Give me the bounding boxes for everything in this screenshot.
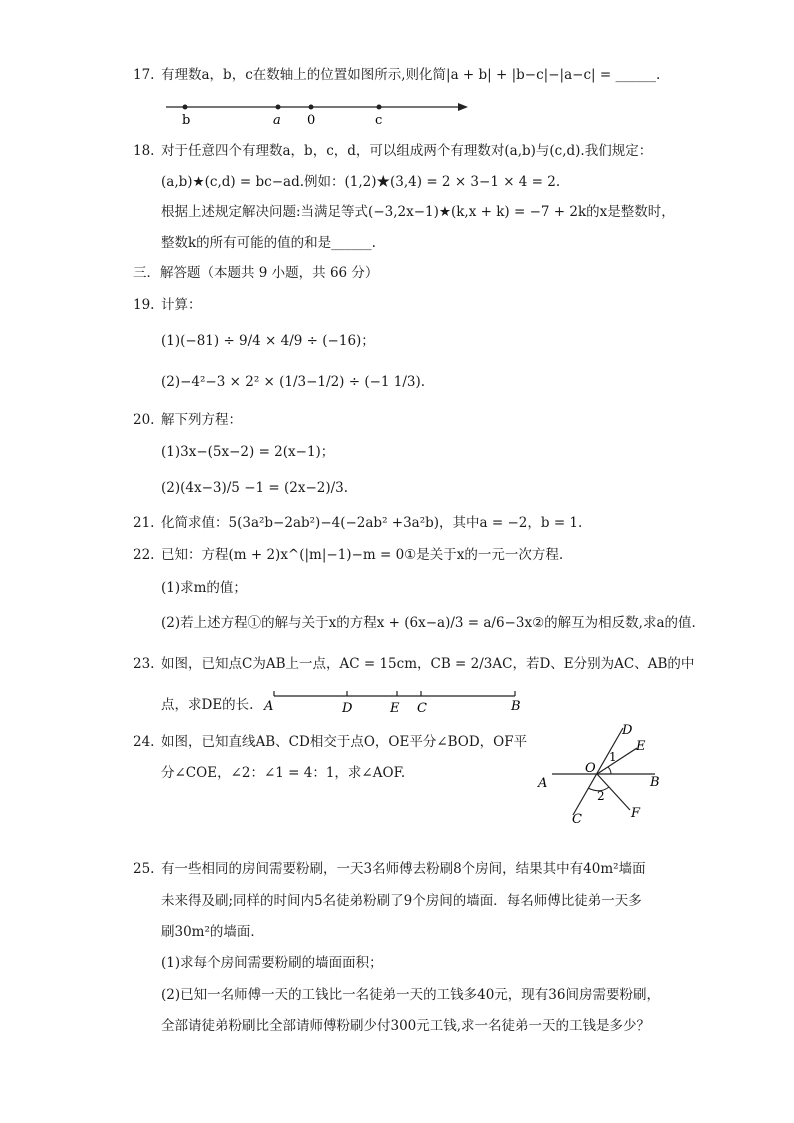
q18-number: 18. [133, 143, 155, 159]
q24-angle-figure [530, 720, 670, 830]
q23-segment-figure [262, 688, 532, 718]
q24-label-F: F [631, 806, 641, 821]
q24-label-2: 2 [597, 789, 605, 803]
q17-label-0: 0 [307, 113, 316, 128]
q19-part1: (1)(−81) ÷ 9/4 × 4/9 ÷ (−16)； [161, 333, 375, 349]
q22-part1: (1)求m的值； [161, 580, 247, 596]
q23-line2: 点，求DE的长. [161, 697, 254, 713]
q24-line1: 如图，已知直线AB、CD相交于点O，OE平分∠BOD，OF平 [161, 734, 528, 750]
q17-point-b [183, 105, 188, 110]
q24-label-E: E [636, 739, 646, 754]
q17-label-c: c [375, 113, 383, 128]
q17-label-a: a [273, 113, 281, 128]
q24-arc-angle-1 [608, 767, 611, 774]
q25-line1: 有一些相同的房间需要粉刷，一天3名师傅去粉刷8个房间，结果其中有40m²墙面 [161, 861, 646, 877]
q24-label-B: B [650, 775, 660, 790]
q22-number: 22. [133, 547, 155, 563]
q22-text: 已知：方程(m + 2)x^(|m|−1)−m = 0①是关于x的一元一次方程. [161, 547, 564, 563]
q25-part2: (2)已知一名师傅一天的工钱比一名徒弟一天的工钱多40元，现有36间房需要粉刷， [161, 987, 660, 1003]
q18-line1: 对于任意四个有理数a，b，c，d，可以组成两个有理数对(a,b)与(c,d).我们规定： [161, 143, 653, 159]
section-3-heading: 三．解答题（本题共 9 小题，共 66 分） [133, 265, 379, 281]
q23-label-D: D [342, 701, 353, 716]
q20-part1: (1)3x−(5x−2) = 2(x−1)； [161, 444, 335, 460]
q20-title: 解下列方程： [161, 412, 242, 428]
q20-number: 20. [133, 412, 155, 428]
q24-line2: 分∠COE，∠2：∠1 = 4：1，求∠AOF. [161, 765, 406, 781]
q17-number-line [160, 96, 480, 128]
q17-number: 17. [133, 67, 155, 83]
q17-point-a [276, 105, 281, 110]
q17-text: 有理数a，b，c在数轴上的位置如图所示,则化简|a + b| + |b−c|−|a−c| = ______. [161, 67, 661, 83]
q17-point-0 [309, 105, 314, 110]
q22-part2: (2)若上述方程①的解与关于x的方程x + (6x−a)/3 = a/6−3x②的解互为相反数,求a的值. [161, 615, 696, 631]
q19-part2: (2)−4²−3 × 2² × (1/3−1/2) ÷ (−1 1/3). [161, 374, 426, 390]
q18-line3: 根据上述规定解决问题:当满足等式(−3,2x−1)★(k,x + k) = −7 + 2k的x是整数时， [161, 204, 675, 220]
q23-label-B: B [511, 699, 521, 714]
q24-label-A: A [538, 776, 548, 791]
q24-label-D: D [622, 723, 633, 738]
q23-label-A: A [264, 699, 274, 714]
q20-part2: (2)(4x−3)/5 −1 = (2x−2)/3. [161, 480, 349, 496]
q17-axis-arrow [458, 103, 468, 111]
q24-number: 24. [133, 734, 155, 750]
q25-part1: (1)求每个房间需要粉刷的墙面面积； [161, 955, 383, 971]
q17-label-b: b [182, 113, 191, 128]
q23-label-E: E [390, 701, 400, 716]
q21-text: 化简求值：5(3a²b−2ab²)−4(−2ab² +3a²b)，其中a = −2，b = 1. [161, 515, 583, 531]
q25-line2: 未来得及刷;同样的时间内5名徒弟粉刷了9个房间的墙面．每名师傅比徒弟一天多 [161, 893, 642, 909]
q19-title: 计算： [161, 297, 202, 313]
q23-line1: 如图，已知点C为AB上一点，AC = 15cm，CB = 2/3AC，若D、E分别为AC、AB的中 [161, 656, 695, 672]
q18-line4: 整数k的所有可能的值的和是______. [161, 235, 376, 251]
q25-line3: 刷30m²的墙面． [161, 924, 264, 940]
q25-number: 25. [133, 861, 155, 877]
q19-number: 19. [133, 297, 155, 313]
q17-point-c [377, 105, 382, 110]
q23-label-C: C [417, 701, 427, 716]
q24-ray-OE [597, 748, 637, 774]
q25-part3: 全部请徒弟粉刷比全部请师傅粉刷少付300元工钱,求一名徒弟一天的工钱是多少？ [161, 1018, 651, 1034]
q21-number: 21. [133, 515, 155, 531]
q24-label-C: C [572, 812, 582, 827]
q23-number: 23. [133, 656, 155, 672]
q24-label-O: O [585, 761, 596, 776]
q24-label-1: 1 [609, 750, 617, 764]
q18-line2: (a,b)★(c,d) = bc−ad.例如：(1,2)★(3,4) = 2 × 3−1 × 4 = 2. [161, 174, 561, 190]
